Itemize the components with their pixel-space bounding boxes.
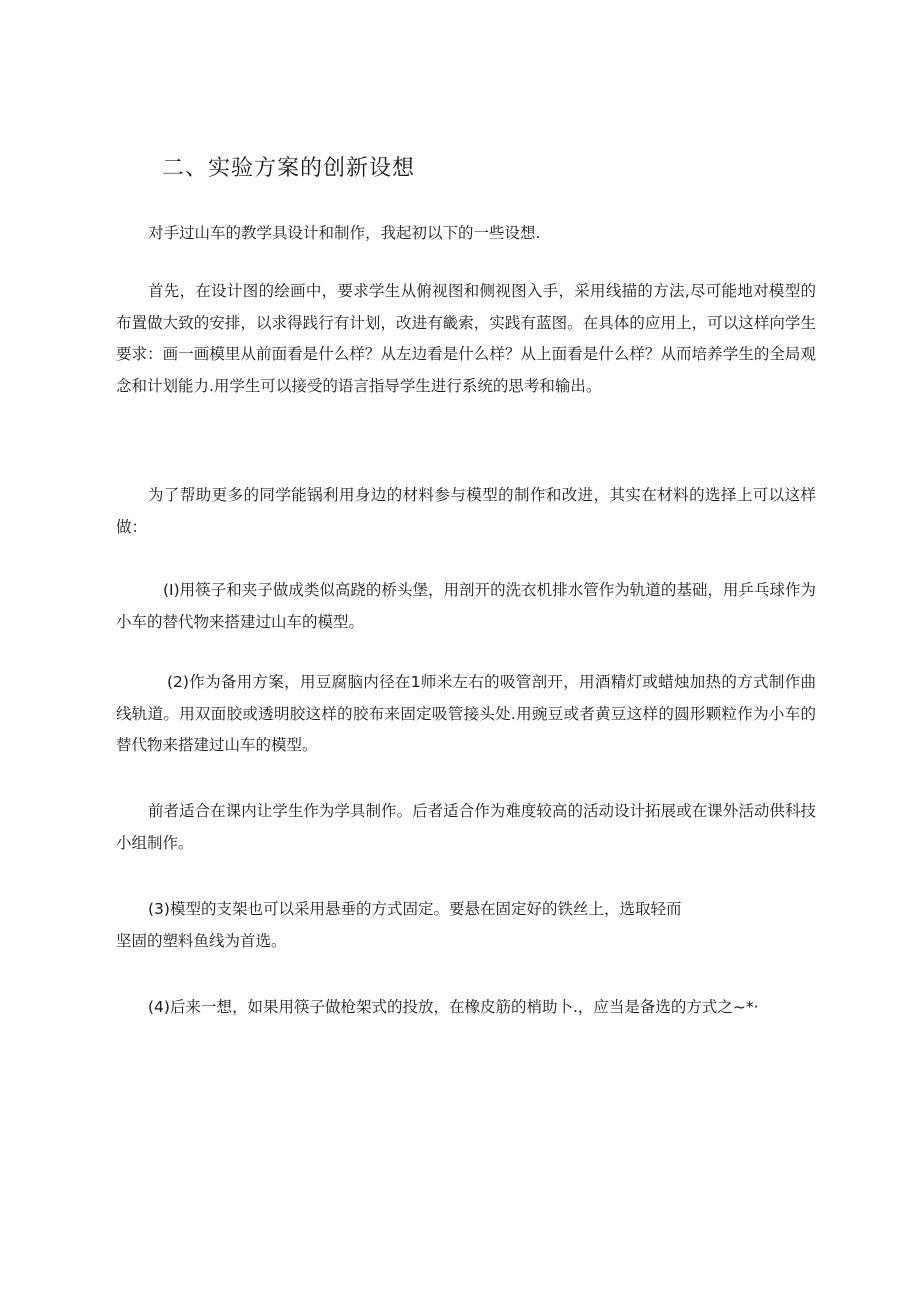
section-heading: 二、实验方案的创新设想 [162, 156, 416, 181]
comparison-paragraph: 前者适合在课内让学生作为学具制作。后者适合作为难度较高的活动设计拓展或在课外活动供科技小组制作。 [116, 802, 816, 852]
list-item-2: (2)作为备用方案，用豆腐脑内径在1师米左右的吸管剖开，用酒精灯或蜡烛加热的方式制作曲线轨道。用双面胶或透明胶这样的胶布来固定吸管接头处.用豌豆或者黄豆这样的圆形颗粒作为小车的替代物来搭建过山车的模型。 [116, 673, 816, 754]
list-item-1: (I)用筷子和夹子做成类似高跷的桥头堡，用剖开的洗衣机排水管作为轨道的基础，用乒乓球作为小车的替代物来搭建过山车的模型。 [116, 581, 816, 631]
design-drawing-paragraph: 首先，在设计图的绘画中，要求学生从俯视图和侧视图入手，采用线描的方法,尽可能地对模型的布置做大致的安排，以求得践行有计划，改进有畿索，实践有蓝图。在具体的应用上，可以这样向学生要求：画一画模里从前面看是什么样？从左边看是什么样？从上面看是什么样？从而培养学生的全局观念和计划能力.用学生可以接受的语言指导学生进行系统的思考和输出。 [116, 282, 816, 395]
intro-paragraph: 对手过山车的教学具设计和制作，我起初以下的一些设想. [148, 224, 541, 242]
list-item-3-continued: 坚固的塑料鱼线为首选。 [116, 932, 287, 950]
materials-paragraph: 为了帮助更多的同学能锅利用身边的材料参与模型的制作和改进，其实在材料的选择上可以这样做： [116, 486, 816, 536]
list-item-3: (3)模型的支架也可以采用悬垂的方式固定。要悬在固定好的铁丝上，选取轻而 [148, 900, 682, 918]
list-item-4: (4)后来一想，如果用筷子做枪架式的投放，在橡皮筋的梢助卜.，应当是备选的方式之~*· [148, 998, 759, 1016]
